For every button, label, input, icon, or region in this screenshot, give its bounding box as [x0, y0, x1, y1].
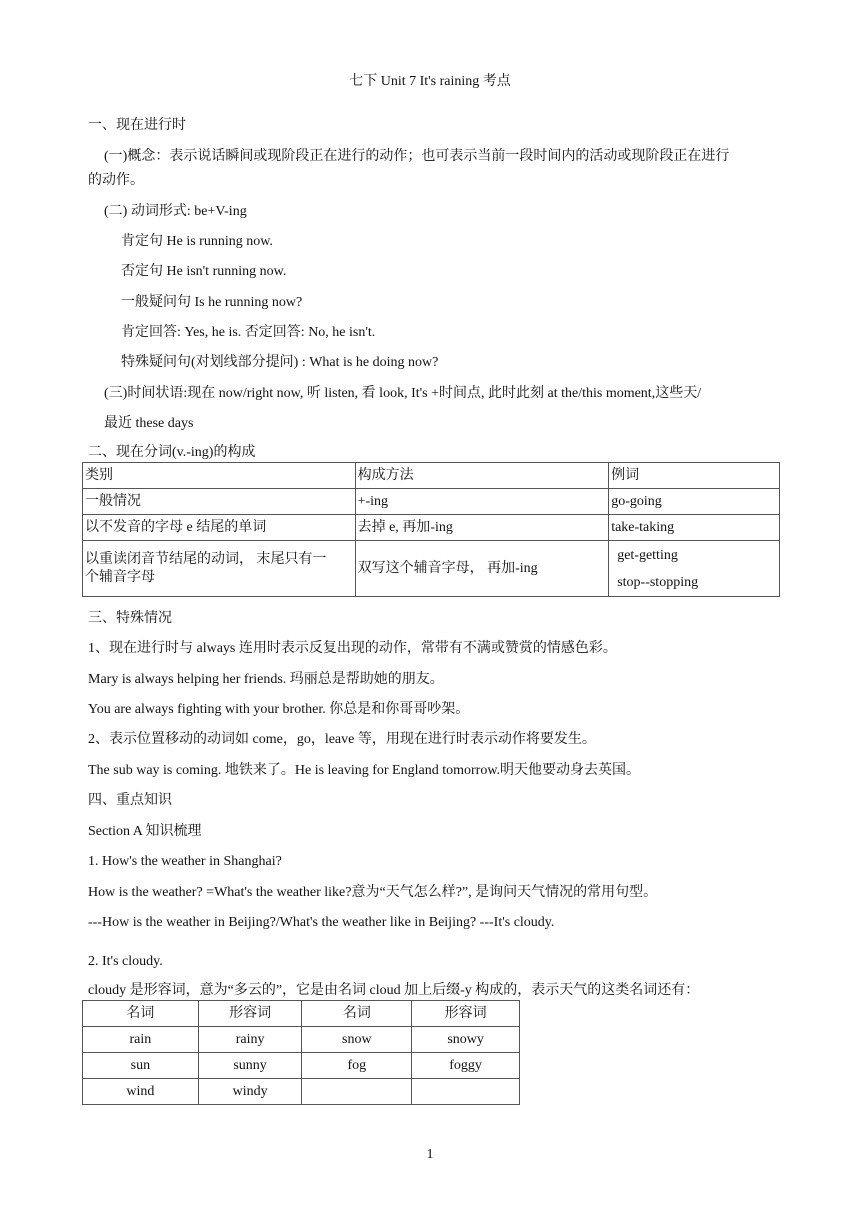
special-case-1-example-b: You are always fighting with your brother. 你总是和你哥哥吵架。 [88, 702, 470, 717]
section-a-heading: Section A 知识梳理 [88, 824, 202, 839]
table-row [83, 541, 780, 597]
table-cell: +-ing [355, 489, 609, 515]
category-line-1: 以重读闭音节结尾的动词， 末尾只有一 [85, 551, 327, 567]
table-header: 形容词 [198, 1001, 302, 1027]
section-1-heading: 一、现在进行时 [88, 118, 186, 133]
table-cell [609, 541, 780, 597]
special-case-2-example: The sub way is coming. 地铁来了。He is leaving for England tomorrow.明天他要动身去英国。 [88, 763, 641, 778]
table-cell: 去掉 e, 再加-ing [355, 515, 609, 541]
table-cell: rain [83, 1027, 199, 1053]
table-cell [83, 541, 356, 597]
table-row [83, 1053, 520, 1079]
concept-line-1: (一)概念：表示说话瞬间或现阶段正在进行的动作；也可表示当前一段时间内的活动或现阶段正在进行 [104, 149, 730, 164]
table-cell: snow [302, 1027, 412, 1053]
example-word: stop--stopping [617, 574, 699, 590]
verb-form: (二) 动词形式: be+V-ing [104, 204, 247, 219]
table-cell: snowy [412, 1027, 520, 1053]
table-cell [412, 1079, 520, 1105]
table-header-row [83, 1001, 520, 1027]
table-header-row [83, 463, 780, 489]
time-adverbials-line-2: 最近 these days [104, 416, 194, 431]
table-cell: sun [83, 1053, 199, 1079]
table-cell: fog [302, 1053, 412, 1079]
table-cell [302, 1079, 412, 1105]
table-cell: wind [83, 1079, 199, 1105]
example-word: get-getting [617, 547, 678, 563]
table-header: 构成方法 [355, 463, 609, 489]
concept-line-2: 的动作。 [88, 173, 144, 188]
table-cell: sunny [198, 1053, 302, 1079]
table-header: 名词 [302, 1001, 412, 1027]
table-cell: 一般情况 [83, 489, 356, 515]
table-header: 类别 [83, 463, 356, 489]
table-header: 名词 [83, 1001, 199, 1027]
point-1-explanation: How is the weather? =What's the weather like?意为“天气怎么样?”, 是询问天气情况的常用句型。 [88, 885, 658, 900]
table-header: 形容词 [412, 1001, 520, 1027]
page-number: 1 [426, 1147, 434, 1162]
weather-words-table [82, 1000, 520, 1105]
section-2-heading: 二、现在分词(v.-ing)的构成 [88, 445, 256, 460]
special-case-1-example-a: Mary is always helping her friends. 玛丽总是帮助她的朋友。 [88, 672, 444, 687]
table-row [83, 515, 780, 541]
example-answers: 肯定回答: Yes, he is. 否定回答: No, he isn't. [121, 325, 376, 340]
example-negative: 否定句 He isn't running now. [121, 264, 287, 279]
table-cell: windy [198, 1079, 302, 1105]
page-title: 七下 Unit 7 It's raining 考点 [349, 74, 511, 89]
table-cell: go-going [609, 489, 780, 515]
category-line-2: 个辅音字母 [85, 569, 155, 585]
table-header: 例词 [609, 463, 780, 489]
ing-formation-table [82, 462, 780, 597]
time-adverbials-line-1: (三)时间状语:现在 now/right now, 听 listen, 看 look, It's +时间点, 此时此刻 at the/this moment,这些天/ [104, 386, 702, 401]
example-question: 一般疑问句 Is he running now? [121, 295, 303, 310]
point-1-heading: 1. How's the weather in Shanghai? [88, 854, 282, 869]
table-cell: rainy [198, 1027, 302, 1053]
example-wh-question: 特殊疑问句(对划线部分提问) : What is he doing now? [121, 355, 439, 370]
table-row [83, 1079, 520, 1105]
table-row [83, 1027, 520, 1053]
special-case-2: 2、表示位置移动的动词如 come，go，leave 等，用现在进行时表示动作将要发生。 [88, 732, 596, 747]
table-cell: 以不发音的字母 e 结尾的单词 [83, 515, 356, 541]
point-2-heading: 2. It's cloudy. [88, 954, 163, 969]
point-1-example: ---How is the weather in Beijing?/What's the weather like in Beijing? ---It's cloudy. [88, 915, 555, 930]
section-3-heading: 三、特殊情况 [88, 611, 172, 626]
special-case-1: 1、现在进行时与 always 连用时表示反复出现的动作，常带有不满或赞赏的情感色彩。 [88, 641, 617, 656]
section-4-heading: 四、重点知识 [88, 793, 172, 808]
table-cell: foggy [412, 1053, 520, 1079]
example-affirmative: 肯定句 He is running now. [121, 234, 273, 249]
table-cell: take-taking [609, 515, 780, 541]
table-row [83, 489, 780, 515]
table-cell: 双写这个辅音字母， 再加-ing [355, 541, 609, 597]
point-2-explanation: cloudy 是形容词，意为“多云的”，它是由名词 cloud 加上后缀-y 构成的，表示天气的这类名词还有： [88, 983, 700, 998]
